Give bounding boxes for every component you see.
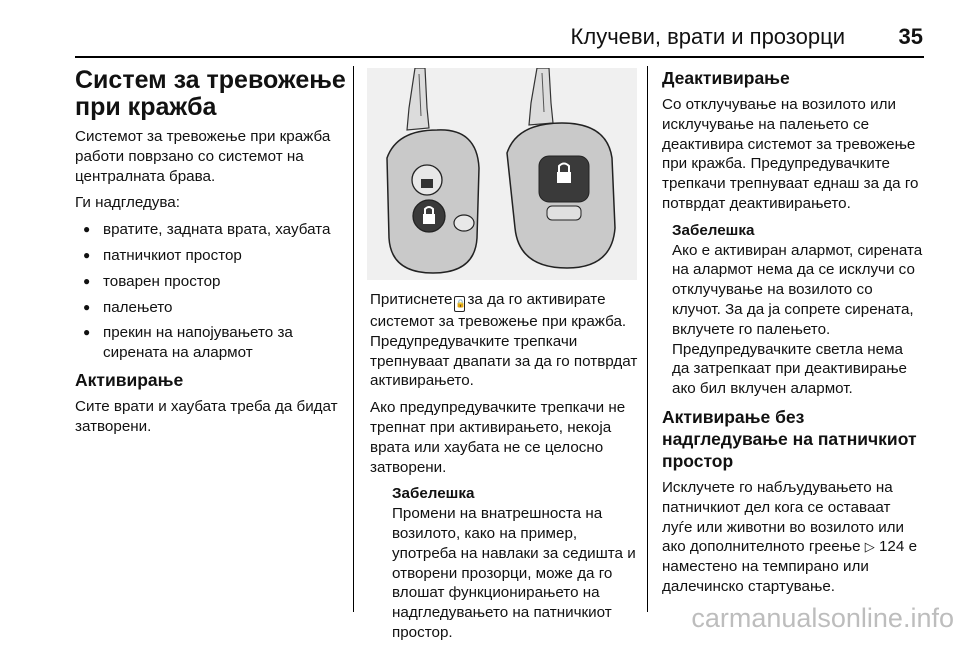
monitor-list <box>75 220 347 363</box>
column-1 <box>75 67 347 444</box>
deactivation-heading: Деактивирање <box>662 68 790 88</box>
lock-icon-right <box>557 172 571 183</box>
monitors-label: Ги надгледува: <box>75 194 180 212</box>
activation-heading: Активирање <box>75 369 184 390</box>
unlock-icon <box>421 179 433 188</box>
list-item: ● патничкиот простор <box>75 246 347 266</box>
press-text-end: за да го активирате системот за тревожење при кражба. Предупредувачките трепкачи трепнуваат двапати за да го потврдат активирањето. <box>370 291 638 390</box>
header-rule <box>75 56 924 58</box>
note-text: Ако е активиран алармот, сирената на алармот нема да се исклучи со отклучување на возилото со клучот. За да ја сопрете сирената, вклучете го палењето. Предупредувачките светла нема да затрепкаат при деактивирање ако бил вклучен алармот. <box>672 241 923 398</box>
key-fob-drawing <box>367 68 637 280</box>
watermark: carmanualsonline.info <box>691 603 954 633</box>
deactivation-paragraph: Со отклучување на возилото или исклучување на палењето се деактивира системот за тревожење при кражба. Предупредувачките трепкачи трепнуваат еднаш за да го потврдат деактивирањето. <box>662 96 919 212</box>
unlock-button-right <box>547 206 581 220</box>
press-text-start: Притиснете <box>370 291 453 308</box>
activation-paragraph: Сите врати и хаубата треба да бидат затворени. <box>75 397 338 435</box>
column-divider-2 <box>647 66 648 612</box>
list-item: ● товарен простор <box>75 272 347 292</box>
lock-icon <box>423 214 435 224</box>
note-title: Забелешка <box>672 221 755 239</box>
list-item: ● палењето <box>75 298 347 318</box>
page-header <box>0 24 960 54</box>
intro-paragraph: Системот за тревожење при кражба работи поврзано со системот на централната брава. <box>75 128 331 185</box>
list-item: ● прекин на напојувањето за сирената на алармот <box>75 323 347 363</box>
page-number: 35 <box>898 24 923 49</box>
lock-icon: 🔒 <box>454 296 465 312</box>
note-block <box>662 221 924 399</box>
key-blade-right <box>529 68 553 125</box>
note-block <box>370 484 638 642</box>
trunk-button-left <box>454 215 474 231</box>
key-blade-left <box>407 68 429 130</box>
column-divider-1 <box>353 66 354 612</box>
chapter-title: Клучеви, врати и прозорци <box>570 24 845 49</box>
press-paragraph <box>370 290 638 391</box>
no-monitor-text-start: Исклучете го набљудувањето на патничкиот дел кога се оставаат луѓе или животни во возилото или ако дополнителното греење <box>662 478 905 556</box>
if-paragraph: Ако предупредувачките трепкачи не трепнат при активирањето, некоја врата или хаубата не се целосно затворени. <box>370 399 626 476</box>
column-2 <box>370 290 638 650</box>
column-3 <box>662 67 924 604</box>
list-item: ● вратите, задната врата, хаубата <box>75 220 347 240</box>
note-title: Забелешка <box>392 485 475 503</box>
no-monitor-text-end: е наместено на темпирано или далечинско стартување. <box>662 538 918 595</box>
note-text: Промени на внатрешноста на возилото, како на пример, употреба на навлаки за седишта и отворени прозорци, може да го влошат функционирањето на надгледувањето на патничкиот простор. <box>392 505 636 641</box>
key-fob-illustration <box>367 68 637 280</box>
no-monitor-heading: Активирање без надгледување на патничкиот простор <box>662 406 917 471</box>
page-ref-arrow-icon: ▷ <box>864 539 875 555</box>
section-heading: Систем за тревожење при кражба <box>75 66 346 121</box>
no-monitor-paragraph <box>662 478 924 597</box>
page-reference[interactable]: 124 <box>878 538 905 556</box>
